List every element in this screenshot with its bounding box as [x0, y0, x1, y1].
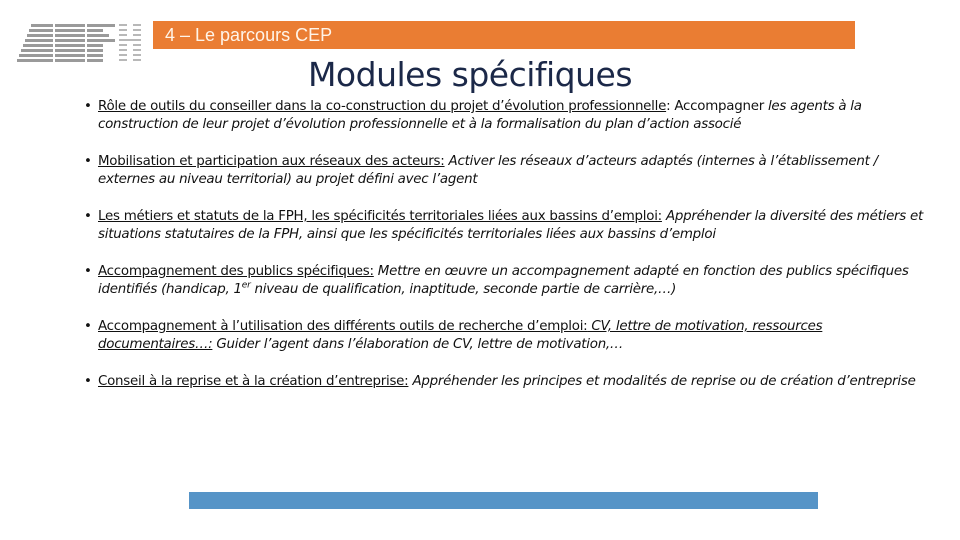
bullet-icon: •: [84, 264, 92, 279]
item-heading-italic: CV, lettre de motivation, ressources documentaires…:: [98, 319, 823, 352]
item-heading: Accompagnement des publics spécifiques:: [98, 264, 374, 279]
item-heading: Conseil à la reprise et à la création d’entreprise:: [98, 374, 409, 389]
item-body: Activer les réseaux d’acteurs adaptés (internes à l’établissement / externes au niveau territorial) au projet défini avec l’agent: [98, 154, 878, 187]
bullet-icon: •: [84, 99, 92, 114]
anfh-logo: [17, 22, 143, 68]
list-item: [82, 98, 932, 134]
bullet-icon: •: [84, 319, 92, 334]
item-body: Guider l’agent dans l’élaboration de CV, lettre de motivation,…: [212, 337, 624, 352]
item-heading: Accompagnement à l’utilisation des différents outils de recherche d’emploi:: [98, 319, 588, 334]
item-heading: Les métiers et statuts de la FPH, les spécificités territoriales liées aux bassins d’emploi:: [98, 209, 662, 224]
list-item: [82, 263, 932, 299]
module-list: [82, 98, 932, 410]
item-heading: Mobilisation et participation aux réseaux des acteurs:: [98, 154, 445, 169]
footer-bar: [189, 492, 818, 509]
bullet-icon: •: [84, 374, 92, 389]
list-item: [82, 373, 932, 391]
list-item: [82, 208, 932, 244]
section-label: 4 – Le parcours CEP: [165, 25, 333, 45]
item-body: Appréhender les principes et modalités de reprise ou de création d’entreprise: [408, 374, 916, 389]
section-header-bar: [153, 21, 855, 49]
slide-title: Modules spécifiques: [307, 55, 633, 94]
list-item: [82, 153, 932, 189]
item-body: les agents à la construction de leur projet d’évolution professionnelle et à la formalisation du plan d’action associé: [98, 99, 862, 132]
list-item: [82, 318, 932, 354]
bullet-icon: •: [84, 209, 92, 224]
item-body: Appréhender la diversité des métiers et situations statutaires de la FPH, ainsi que les spécificités territoriales liées aux bassins d’emploi: [98, 209, 924, 242]
item-body: Mettre en œuvre un accompagnement adapté en fonction des publics spécifiques identifiés (handicap, 1er niveau de qualification, inaptitude, seconde partie de carrière,…): [98, 264, 909, 297]
bullet-icon: •: [84, 154, 92, 169]
item-body-start: Accompagner: [674, 99, 764, 114]
item-heading: Rôle de outils du conseiller dans la co-construction du projet d’évolution professionnelle: [98, 99, 667, 114]
item-separator: :: [666, 99, 675, 114]
